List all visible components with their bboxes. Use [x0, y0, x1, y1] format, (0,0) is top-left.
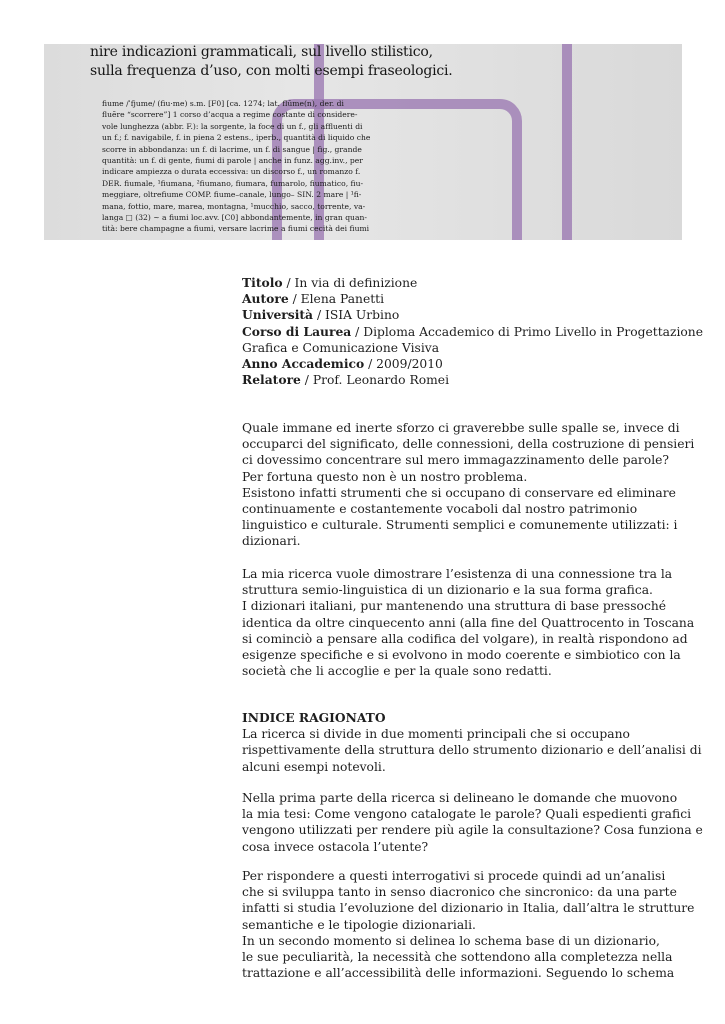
meta-label: Corso di Laurea: [242, 323, 352, 339]
meta-label: Autore: [242, 291, 289, 307]
entry-line: quantità: un f. di gente, fiumi di parole | anche in funz. agg.inv., per: [102, 156, 363, 166]
text-line: trattazione e all’accessibilità delle informazioni. Seguendo lo schema: [242, 966, 675, 981]
entry-line: vole lunghezza (abbr. F.): la sorgente, la foce di un f., gli affluenti di: [102, 121, 363, 131]
entry-line: DER. fiumale, ¹fiumana, ²fiumano, fiumara, fumarolo, fiumatico, fiu-: [102, 178, 364, 188]
text-line: vengono utilizzati per rendere più agile la consultazione? Cosa funziona e: [242, 823, 703, 838]
text-line: società che li accoglie e per la quale sono redatti.: [242, 664, 552, 679]
entry-line: meggiare, oltrefiume COMP. fiume–canale, lungo– SIN. 2 mare | ¹fi-: [102, 190, 362, 200]
section-heading: INDICE RAGIONATO: [242, 710, 386, 725]
paragraph-questions: [242, 790, 703, 855]
text-line: Per fortuna questo non è un nostro problema.: [242, 469, 528, 484]
meta-value: / Elena Panetti: [288, 292, 385, 307]
meta-value: / ISIA Urbino: [313, 308, 400, 323]
photo-caption-line-2: sulla frequenza d’uso, con molti esempi fraseologici.: [90, 63, 453, 79]
text-line: le sue peculiarità, la necessità che sottendono alla completezza nella: [242, 950, 673, 965]
text-line: linguistico e culturale. Strumenti semplici e comunemente utilizzati: i: [242, 518, 678, 533]
meta-corso: [242, 323, 704, 340]
dictionary-photo: [44, 44, 682, 240]
entry-line: fluĕre “scorrere”] 1 corso d’acqua a regime costante di considere-: [102, 110, 358, 120]
photo-caption-line-1: nire indicazioni grammaticali, sul livello stilistico,: [90, 44, 433, 60]
text-line: esigenze specifiche e si evolvono in modo coerente e simbiotico con la: [242, 648, 681, 663]
thesis-metadata: [242, 275, 704, 388]
entry-line: tità: bere champagne a fiumi, versare lacrime a fiumi cecità dei fiumi: [102, 224, 370, 234]
text-line: si cominciò a pensare alla codifica del volgare), in realtà rispondono ad: [242, 631, 688, 646]
meta-value: / In via di definizione: [282, 276, 418, 290]
entry-line: fiume /ˈfjume/ (fiu·me) s.m. [F0] [ca. 1274; lat. flūme(n), der. di: [102, 99, 344, 108]
entry-line: un f.; f. navigabile, f. in piena 2 estens., iperb., quantità di liquido che: [102, 133, 371, 143]
entry-line: mana, fottio, mare, marea, montagna, ¹mucchio, sacco, torrente, va-: [102, 201, 366, 211]
dictionary-entry: [102, 98, 402, 235]
paragraph-method: [242, 868, 695, 981]
text-line: dizionari.: [242, 534, 301, 549]
meta-autore: [242, 291, 692, 307]
meta-label: Titolo: [242, 275, 283, 290]
meta-relatore: [242, 372, 692, 388]
paragraph-intro: [242, 420, 695, 550]
meta-universita: [242, 307, 692, 323]
text-line: alcuni esempi notevoli.: [242, 759, 386, 774]
text-line: In un secondo momento si delinea lo schema base di un dizionario,: [242, 933, 660, 948]
entry-line: langa □ (32) ~ a fiumi loc.avv. [C0] abbondantemente, in gran quan-: [102, 213, 367, 223]
text-line: rispettivamente della struttura dello strumento dizionario e dell’analisi di: [242, 743, 702, 758]
text-line: Esistono infatti strumenti che si occupano di conservare ed eliminare: [242, 485, 676, 500]
meta-label: Università: [242, 307, 314, 323]
text-line: infatti si studia l’evoluzione del dizionario in Italia, dall’altra le strutture: [242, 901, 695, 916]
meta-corso-cont: Grafica e Comunicazione Visiva: [242, 340, 440, 355]
meta-label: Anno Accademico: [242, 356, 365, 372]
section-indice-ragionato: [242, 710, 702, 775]
text-line: ci dovessimo concentrare sul mero immagazzinamento delle parole?: [242, 453, 669, 468]
text-line: La mia ricerca vuole dimostrare l’esistenza di una connessione tra la: [242, 567, 673, 581]
meta-anno: [242, 356, 692, 372]
text-line: continuamente e costantemente vocaboli dal nostro patrimonio: [242, 502, 638, 517]
paragraph-research: [242, 566, 695, 679]
text-line: struttura semio-linguistica di un dizionario e la sua forma grafica.: [242, 583, 653, 598]
text-line: che si sviluppa tanto in senso diacronico che sincronico: da una parte: [242, 885, 677, 900]
text-line: occuparci del significato, delle connessioni, della costruzione di pensieri: [242, 437, 695, 452]
text-line: identica da oltre cinquecento anni (alla fine del Quattrocento in Toscana: [242, 615, 695, 630]
meta-value: / Prof. Leonardo Romei: [300, 373, 450, 388]
meta-value: / Diploma Accademico di Primo Livello in Progettazione: [351, 324, 704, 339]
text-line: La ricerca si divide in due momenti principali che si occupano: [242, 727, 630, 742]
text-line: Quale immane ed inerte sforzo ci graverebbe sulle spalle se, invece di: [242, 421, 680, 435]
meta-value: / 2009/2010: [364, 357, 443, 372]
text-line: la mia tesi: Come vengono catalogate le parole? Quali espedienti grafici: [242, 807, 692, 822]
text-line: Nella prima parte della ricerca si delineano le domande che muovono: [242, 791, 678, 805]
entry-line: scorre in abbondanza: un f. di lacrime, un f. di sangue | fig., grande: [102, 144, 362, 154]
text-line: cosa invece ostacola l’utente?: [242, 839, 429, 854]
entry-line: indicare ampiezza o durata eccessiva: un discorso f., un romanzo f.: [102, 167, 361, 177]
text-line: I dizionari italiani, pur mantenendo una struttura di base pressoché: [242, 599, 667, 614]
meta-titolo: [242, 275, 692, 291]
meta-label: Relatore: [242, 372, 301, 388]
text-line: semantiche e le tipologie dizionariali.: [242, 917, 476, 932]
text-line: Per rispondere a questi interrogativi si procede quindi ad un’analisi: [242, 869, 666, 883]
